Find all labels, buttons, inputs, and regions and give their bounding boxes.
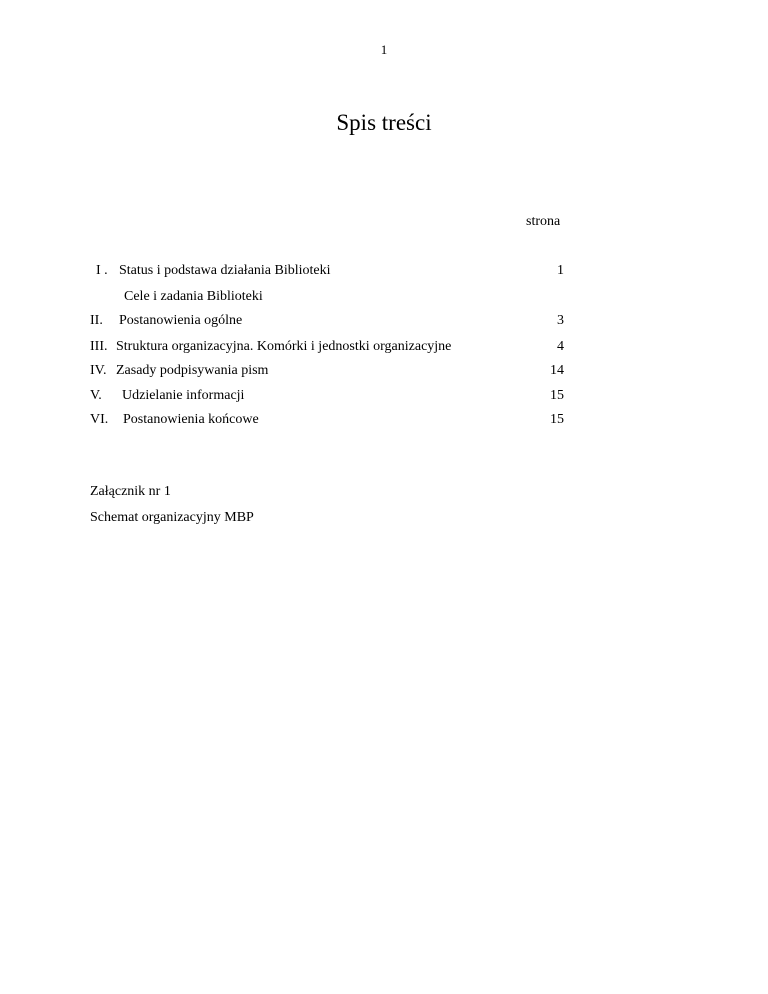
annex-title: Schemat organizacyjny MBP <box>90 510 254 525</box>
page-column-header: strona <box>526 214 561 229</box>
toc-title: Postanowienia ogólne <box>119 313 243 328</box>
toc-row-1-sub <box>0 287 768 307</box>
toc-title: Postanowienia końcowe <box>123 412 259 427</box>
toc-row-3 <box>0 337 768 357</box>
toc-row-2 <box>0 311 768 331</box>
toc-title: Struktura organizacyjna. Komórki i jednostki organizacyjne <box>116 339 452 354</box>
toc-page: 15 <box>550 388 564 403</box>
toc-number: III. <box>90 339 108 354</box>
toc-number: I . <box>96 263 108 278</box>
toc-row-1 <box>0 261 768 281</box>
toc-title: Status i podstawa działania Biblioteki <box>119 263 331 278</box>
toc-number: V. <box>90 388 102 403</box>
toc-page: 3 <box>557 313 564 328</box>
toc-page: 14 <box>550 363 564 378</box>
toc-row-4 <box>0 361 768 381</box>
page-number: 1 <box>380 42 388 57</box>
toc-title: Zasady podpisywania pism <box>116 363 269 378</box>
toc-page: 15 <box>550 412 564 427</box>
toc-number: VI. <box>90 412 109 427</box>
toc-row-6 <box>0 410 768 430</box>
toc-page: 1 <box>557 263 564 278</box>
page-title: Spis treści <box>336 110 432 135</box>
toc-title: Udzielanie informacji <box>122 388 245 403</box>
toc-number: IV. <box>90 363 107 378</box>
toc-page: 4 <box>557 339 564 354</box>
toc-row-5 <box>0 386 768 406</box>
toc-title: Cele i zadania Biblioteki <box>124 289 263 304</box>
toc-number: II. <box>90 313 103 328</box>
annex-label: Załącznik nr 1 <box>90 484 171 499</box>
